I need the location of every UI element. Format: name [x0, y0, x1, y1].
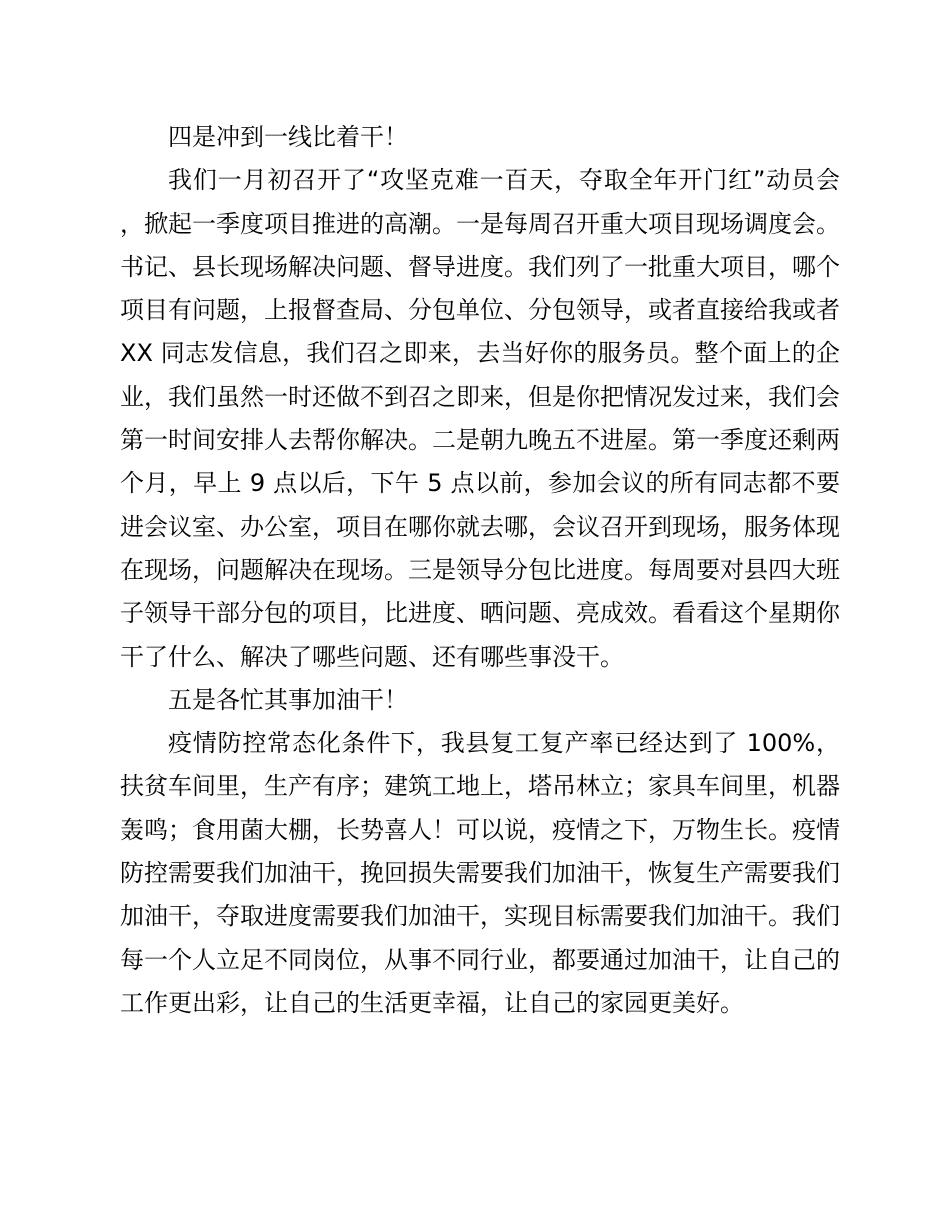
- section-heading-4: 四是冲到一线比着干！: [168, 123, 408, 151]
- document-body: [120, 116, 840, 1025]
- section-paragraph-5: 疫情防控常态化条件下，我县复工复产率已经达到了 100%，扶贫车间里，生产有序；建筑工地上，塔吊林立；家具车间里，机器轰鸣；食用菌大棚，长势喜人！可以说，疫情之下，万物生长。疫情防控需要我们加油干，挽回损失需要我们加油干，恢复生产需要我们加油干，夺取进度需要我们加油干，实现目标需要我们加油干。我们每一个人立足不同岗位，从事不同行业，都要通过加油干，让自己的工作更出彩，让自己的生活更幸福，让自己的家园更美好。: [120, 729, 840, 1017]
- section-paragraph-4: 我们一月初召开了“攻坚克难一百天，夺取全年开门红”动员会，掀起一季度项目推进的高潮。一是每周召开重大项目现场调度会。书记、县长现场解决问题、督导进度。我们列了一批重大项目，哪个项目有问题，上报督查局、分包单位、分包领导，或者直接给我或者 XX 同志发信息，我们召之即来，去当好你的服务员。整个面上的企业，我们虽然一时还做不到召之即来，但是你把情况发过来，我们会第一时间安排人去帮你解决。二是朝九晚五不进屋。第一季度还剩两个月，早上 9 点以后，下午 5 点以前，参加会议的所有同志都不要进会议室、办公室，项目在哪你就去哪，会议召开到现场，服务体现在现场，问题解决在现场。三是领导分包比进度。每周要对县四大班子领导干部分包的项目，比进度、晒问题、亮成效。看看这个星期你干了什么、解决了哪些问题、还有哪些事没干。: [120, 166, 840, 671]
- section-heading-5: 五是各忙其事加油干！: [168, 685, 408, 714]
